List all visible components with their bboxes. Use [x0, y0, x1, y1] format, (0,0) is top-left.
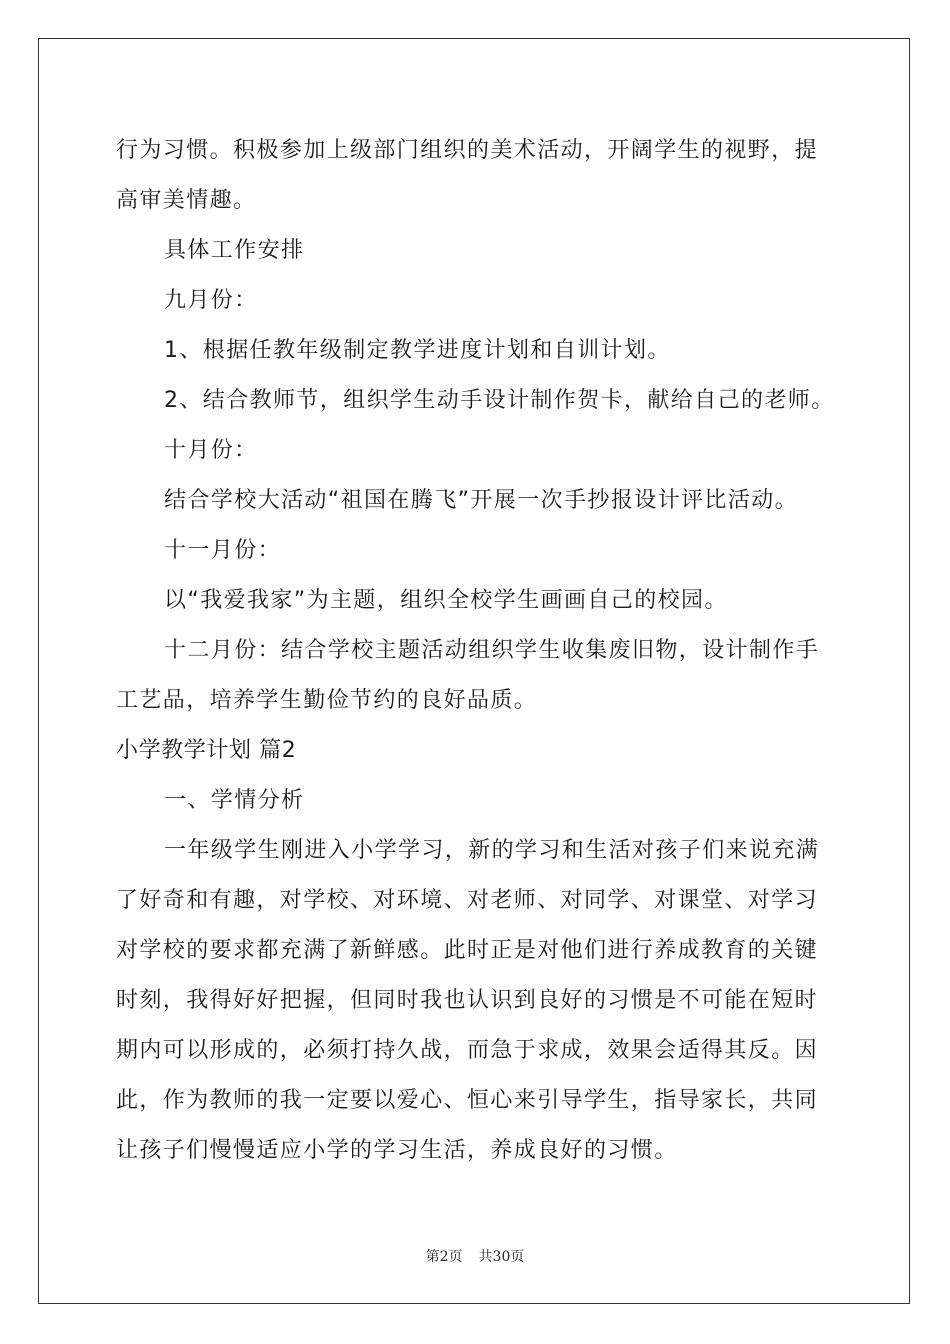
text-line: 行为习惯。积极参加上级部门组织的美术活动，开阔学生的视野，提: [116, 138, 819, 163]
text-line: 期内可以形成的，必须打持久战，而急于求成，效果会适得其反。因: [116, 1038, 819, 1063]
text-line: 了好奇和有趣，对学校、对环境、对老师、对同学、对课堂、对学习: [116, 888, 819, 913]
text-line: 高审美情趣。: [116, 188, 257, 213]
text-line: 一年级学生刚进入小学学习，新的学习和生活对孩子们来说充满: [164, 838, 820, 863]
text-line: 时刻，我得好好把握，但同时我也认识到良好的习惯是不可能在短时: [116, 988, 819, 1013]
text-line: 工艺品，培养学生勤俭节约的良好品质。: [116, 688, 538, 713]
page-footer: [0, 1246, 950, 1266]
text-line: 1、根据任教年级制定教学进度计划和自训计划。: [164, 338, 671, 363]
document-body: [116, 126, 836, 1176]
text-line: 此，作为教师的我一定要以爱心、恒心来引导学生，指导家长，共同: [116, 1088, 819, 1113]
section-heading: 小学教学计划 篇2: [116, 738, 297, 763]
text-line: 结合学校大活动“祖国在腾飞”开展一次手抄报设计评比活动。: [164, 488, 798, 513]
text-line: 具体工作安排: [164, 238, 305, 263]
text-line: 对学校的要求都充满了新鲜感。此时正是对他们进行养成教育的关键: [116, 938, 819, 963]
text-line: 九月份：: [164, 288, 258, 313]
text-line: 一、学情分析: [164, 788, 305, 813]
page-total: 共30页: [478, 1249, 525, 1265]
text-line: 十二月份：结合学校主题活动组织学生收集废旧物，设计制作手: [164, 638, 820, 663]
text-line: 让孩子们慢慢适应小学的学习生活，养成良好的习惯。: [116, 1138, 678, 1163]
text-line: 以“我爱我家”为主题，组织全校学生画画自己的校园。: [164, 588, 728, 613]
text-line: 十月份：: [164, 438, 258, 463]
text-line: 十一月份：: [164, 538, 282, 563]
text-line: 2、结合教师节，组织学生动手设计制作贺卡，献给自己的老师。: [164, 388, 835, 413]
page-number: 第2页: [425, 1249, 463, 1265]
